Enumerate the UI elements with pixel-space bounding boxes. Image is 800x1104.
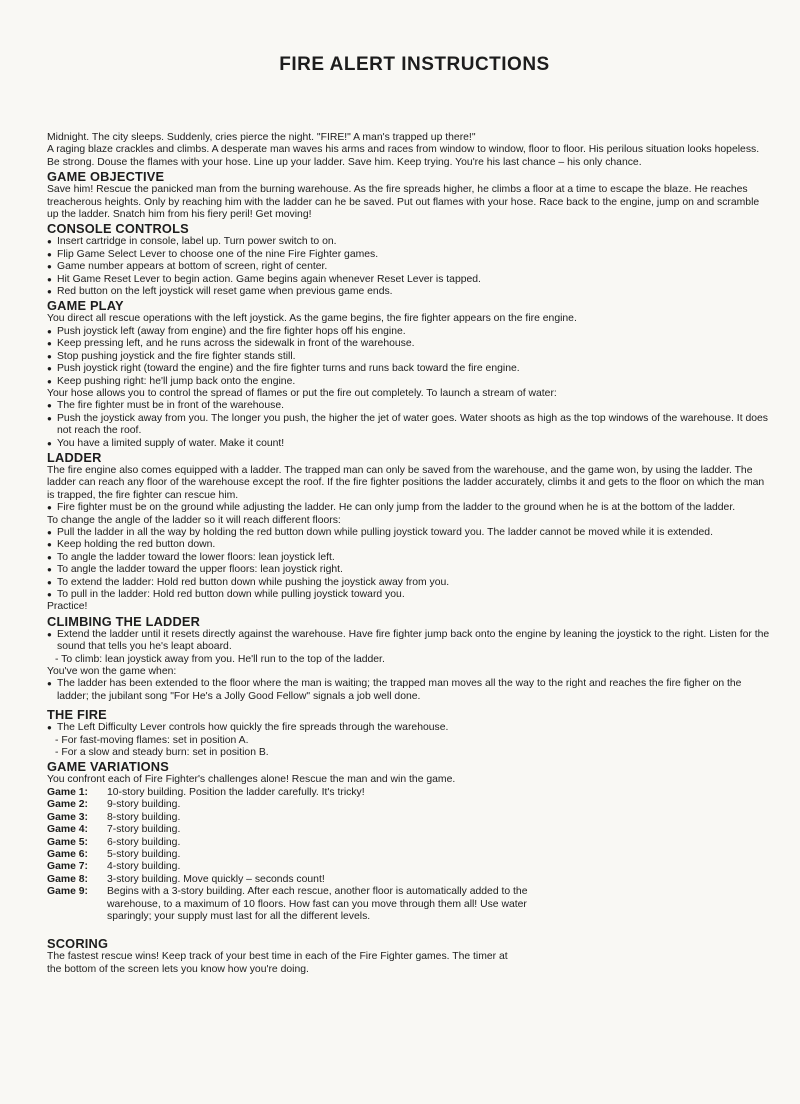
game-label: Game 9: [47, 886, 89, 898]
list-item: ● Extend the ladder until it resets directly against the warehouse. Have fire fighter jump back onto the engine by leaning the joystick to the right. Listen for the sound that tells you he's leapt aboard. [47, 629, 772, 654]
table-row [47, 849, 561, 861]
list-item: ● Flip Game Select Lever to choose one of the nine Fire Fighter games. [47, 249, 772, 261]
won-list [47, 678, 772, 703]
angle-list [47, 527, 772, 601]
table-row [47, 837, 561, 849]
list-item: ● Insert cartridge in console, label up. Turn power switch to on. [47, 236, 772, 248]
list-item: ● To angle the ladder toward the lower floors: lean joystick left. [47, 552, 772, 564]
table-row [47, 861, 561, 873]
list-item: ● Hit Game Reset Lever to begin action. Game begins again whenever Reset Lever is tapped. [47, 274, 772, 286]
console-list [47, 236, 772, 298]
climbing-list [47, 629, 772, 654]
intro-paragraph: Be strong. Douse the flames with your hose. Line up your ladder. Save him. Keep trying. You're his last chance – his only chance. [47, 156, 642, 168]
objective-heading: GAME OBJECTIVE [47, 169, 165, 185]
list-item: ● Red button on the left joystick will reset game when previous game ends. [47, 286, 772, 298]
table-row [47, 787, 561, 799]
list-item: ● To angle the ladder toward the upper floors: lean joystick right. [47, 564, 772, 576]
ladder-heading: LADDER [47, 449, 102, 465]
game-label: Game 5: [47, 836, 89, 848]
list-item: ● To extend the ladder: Hold red button down while pushing the joystick away from you. [47, 577, 772, 589]
climbing-heading: CLIMBING THE LADDER [47, 613, 201, 629]
sub-item: - For fast-moving flames: set in position A. [55, 734, 249, 746]
ladder-list [47, 502, 772, 514]
game-desc: Begins with a 3-story building. After each rescue, another floor is automatically added to the warehouse, to a maximum of 10 floors. How fast can you move through them all! Use water sparingly; your supply must last for all the different levels. [107, 886, 528, 922]
variations-heading: GAME VARIATIONS [47, 759, 169, 775]
angle-intro: To change the angle of the ladder so it will reach different floors: [47, 514, 341, 526]
game-desc: 5-story building. [107, 848, 181, 860]
list-item: ● Push joystick left (away from engine) and the fire fighter hops off his engine. [47, 326, 772, 338]
list-item: ● The ladder has been extended to the floor where the man is waiting; the trapped man moves all the way to the right and reaches the fire figher on the ladder; the jubilant song "For He's a Jolly Good Fellow" signals a job well done. [47, 678, 772, 703]
list-item: ● Push the joystick away from you. The longer you push, the higher the jet of water goes. Water shoots as high as the top windows of the warehouse. It does not reach the roof. [47, 413, 772, 438]
game-desc: 3-story building. Move quickly – seconds count! [107, 873, 325, 885]
table-row [47, 874, 561, 886]
practice-text: Practice! [47, 601, 88, 613]
sub-item: - To climb: lean joystick away from you. He'll run to the top of the ladder. [55, 653, 385, 665]
list-item: ● To pull in the ladder: Hold red button down while pulling joystick toward you. [47, 589, 772, 601]
scoring-text: The fastest rescue wins! Keep track of your best time in each of the Fire Fighter games. The timer at the bottom of the screen lets you know how you're doing. [47, 951, 508, 975]
game-label: Game 1: [47, 786, 89, 798]
game-label: Game 8: [47, 873, 89, 885]
won-intro: You've won the game when: [47, 666, 177, 678]
fire-list [47, 722, 772, 734]
console-heading: CONSOLE CONTROLS [47, 221, 189, 237]
intro-paragraph: Midnight. The city sleeps. Suddenly, cries pierce the night. "FIRE!" A man's trapped up there!" [47, 132, 476, 143]
game-label: Game 7: [47, 861, 89, 873]
list-item: ● Stop pushing joystick and the fire fighter stands still. [47, 351, 772, 363]
list-item: ● Game number appears at bottom of screen, right of center. [47, 261, 772, 273]
list-item: ● You have a limited supply of water. Make it count! [47, 438, 772, 450]
games-table [47, 787, 561, 923]
game-label: Game 3: [47, 811, 89, 823]
table-row [47, 824, 561, 836]
game-desc: 4-story building. [107, 861, 181, 873]
list-item: ● Pull the ladder in all the way by holding the red button down while pulling joystick toward you. The ladder cannot be moved while it is extended. [47, 527, 772, 539]
game-desc: 7-story building. [107, 824, 181, 836]
fire-heading: THE FIRE [47, 707, 107, 723]
variations-intro: You confront each of Fire Fighter's challenges alone! Rescue the man and win the game. [47, 774, 456, 786]
intro-paragraph: A raging blaze crackles and climbs. A desperate man waves his arms and races from window to window, floor to floor. His perilous situation looks hopeless. [47, 144, 760, 156]
game-label: Game 2: [47, 799, 89, 811]
list-item: ● Keep pushing right: he'll jump back onto the engine. [47, 376, 772, 388]
table-row [47, 886, 561, 923]
page-title: FIRE ALERT INSTRUCTIONS [279, 54, 550, 75]
sub-item: - For a slow and steady burn: set in position B. [55, 747, 269, 759]
list-item: ● The fire fighter must be in front of the warehouse. [47, 400, 772, 412]
list-item: ● Fire fighter must be on the ground while adjusting the ladder. He can only jump from the ladder to the ground when he is at the bottom of the ladder. [47, 502, 772, 514]
game-desc: 8-story building. [107, 811, 181, 823]
game-label: Game 6: [47, 848, 89, 860]
list-item: ● Keep holding the red button down. [47, 539, 772, 551]
play-heading: GAME PLAY [47, 298, 124, 314]
game-desc: 9-story building. [107, 799, 181, 811]
objective-text: Save him! Rescue the panicked man from the burning warehouse. As the fire spreads higher, he climbs a floor at a time to escape the blaze. He reaches treacherous heights. Only by reaching him with the ladder can he be saved. Put out flames with your hose. Race back to the engine, jump on and scramble up the ladder. Snatch him from his fiery peril! Get moving! [47, 184, 760, 221]
table-row [47, 812, 561, 824]
list-item: ● The Left Difficulty Lever controls how quickly the fire spreads through the warehouse. [47, 722, 772, 734]
game-label: Game 4: [47, 824, 89, 836]
game-desc: 10-story building. Position the ladder carefully. It's tricky! [107, 786, 365, 798]
scoring-heading: SCORING [47, 936, 109, 952]
hose-list [47, 400, 772, 450]
play-intro: You direct all rescue operations with the left joystick. As the game begins, the fire fighter appears on the fire engine. [47, 313, 577, 325]
ladder-intro: The fire engine also comes equipped with a ladder. The trapped man can only be saved from the warehouse, and the game won, by using the ladder. The ladder can reach any floor of the warehouse except the roof. If the fire fighter positions the ladder accurately, climbs it and gets to the floor on which the man is trapped, the fire fighter can rescue him. [47, 464, 765, 501]
hose-intro: Your hose allows you to control the spread of flames or put the fire out completely. To launch a stream of water: [47, 387, 557, 399]
list-item: ● Push joystick right (toward the engine) and the fire fighter turns and runs back toward the fire engine. [47, 363, 772, 375]
list-item: ● Keep pressing left, and he runs across the sidewalk in front of the warehouse. [47, 338, 772, 350]
table-row [47, 799, 561, 811]
game-desc: 6-story building. [107, 836, 181, 848]
play-list [47, 326, 772, 388]
